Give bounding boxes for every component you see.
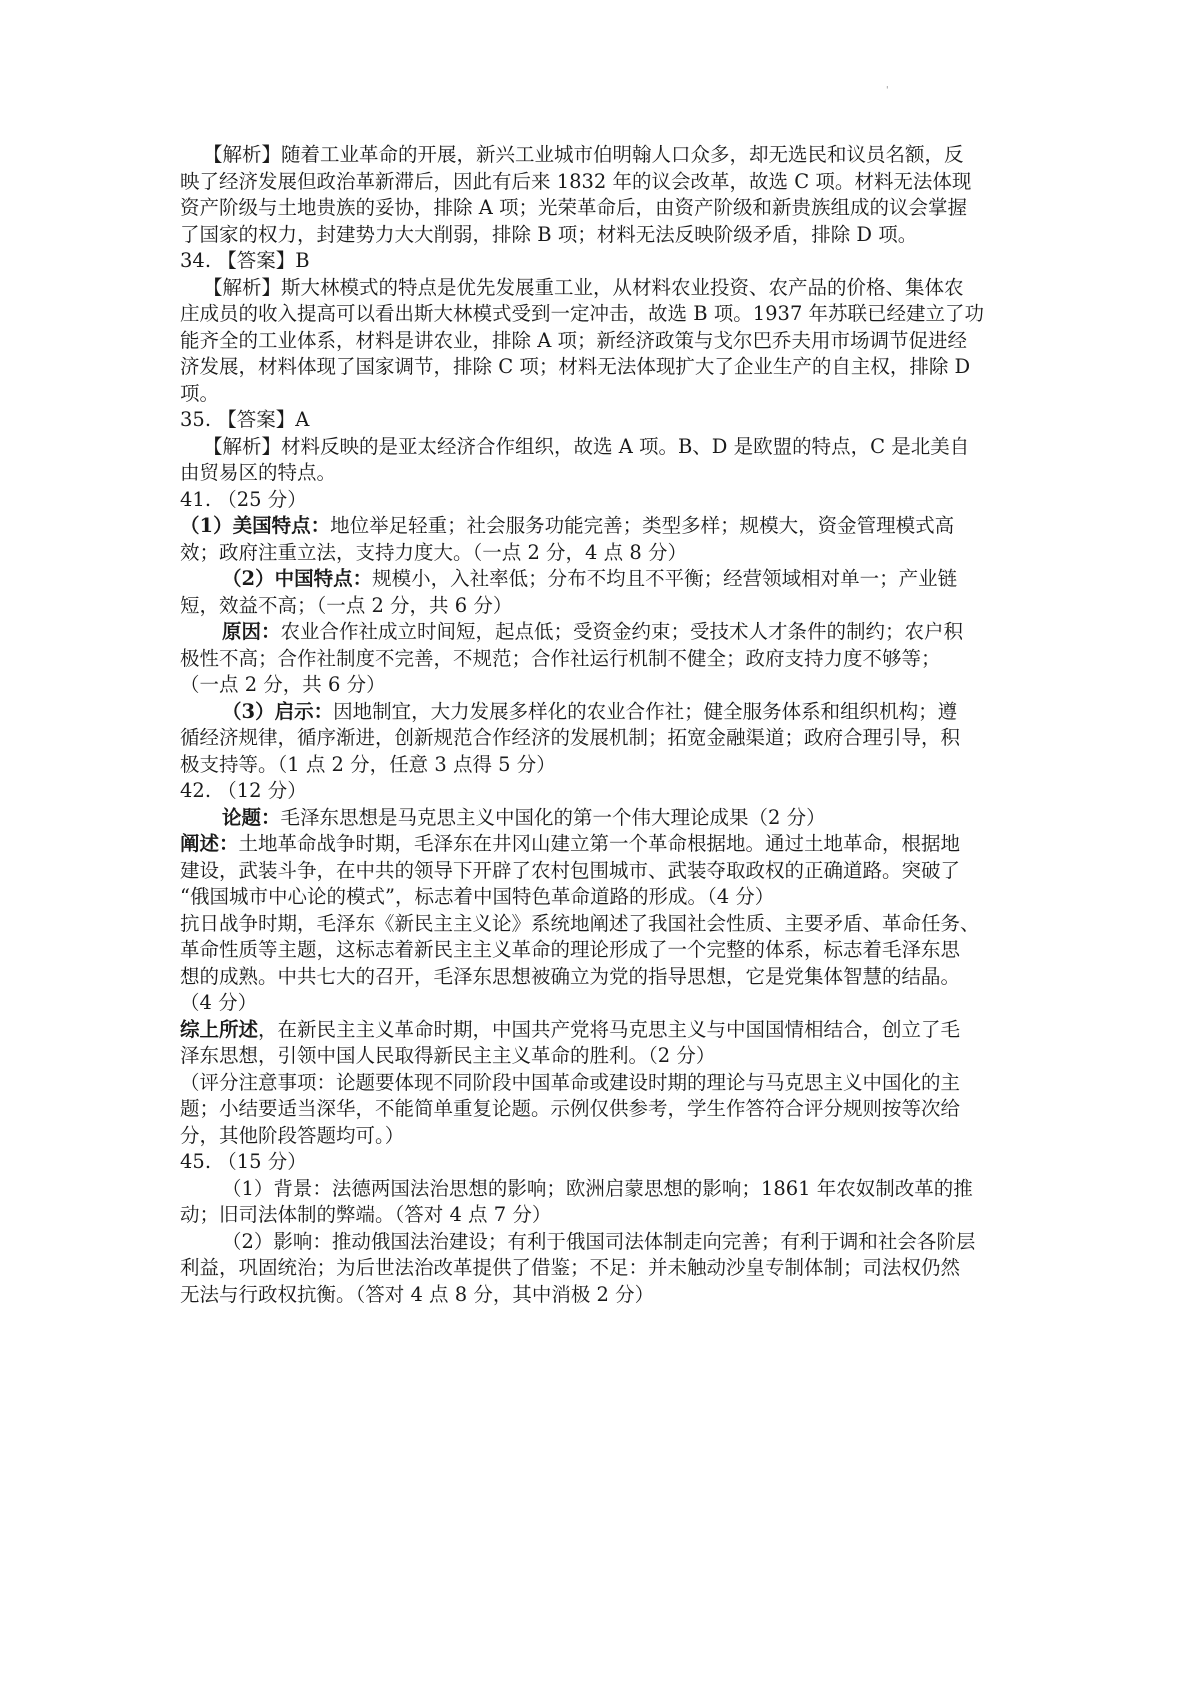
- text-line: [180, 778, 1040, 805]
- text-line: [180, 301, 1040, 328]
- line-text: （2）影响：推动俄国法治建设；有利于俄国司法体制走向完善；有利于调和社会各阶层: [222, 1229, 976, 1253]
- line-text: （1）背景：法德两国法治思想的影响；欧洲启蒙思想的影响；1861 年农奴制改革的推: [222, 1176, 973, 1200]
- line-text: 35. 【答案】A: [180, 408, 310, 431]
- line-text: （一点 2 分，共 6 分）: [180, 673, 386, 696]
- line-text: 能齐全的工业体系，材料是讲农业，排除 A 项；新经济政策与戈尔巴乔夫用市场调节促进经: [180, 328, 967, 352]
- line-text: 动；旧司法体制的弊端。（答对 4 点 7 分）: [180, 1203, 552, 1226]
- line-text: 45. （15 分）: [180, 1150, 307, 1173]
- line-text: 毛泽东思想是马克思主义中国化的第一个伟大理论成果（2 分）: [280, 805, 826, 829]
- line-text: 41. （25 分）: [180, 487, 307, 511]
- text-line: [180, 407, 1040, 434]
- text-line: [180, 513, 1040, 540]
- line-text: ，在新民主主义革命时期，中国共产党将马克思主义与中国国情相结合，创立了毛: [258, 1017, 961, 1041]
- text-line: [180, 222, 1040, 249]
- text-line: [180, 884, 1040, 911]
- bold-heading: （3）启示：: [222, 699, 334, 723]
- bold-heading: 原因：: [222, 620, 281, 643]
- line-text: 42. （12 分）: [180, 779, 307, 802]
- bold-heading: 阐述：: [180, 832, 239, 855]
- text-line: [180, 142, 1040, 169]
- line-text: 项。: [180, 381, 220, 405]
- line-text: 因地制宜，大力发展多样化的农业合作社；健全服务体系和组织机构；遵: [333, 699, 958, 723]
- line-text: 革命性质等主题，这标志着新民主主义革命的理论形成了一个完整的体系，标志着毛泽东思: [180, 938, 961, 961]
- line-text: 想的成熟。中共七大的召开，毛泽东思想被确立为党的指导思想，它是党集体智慧的结晶。: [180, 964, 961, 988]
- text-line: [180, 1096, 1040, 1123]
- line-text: 规模小，入社率低；分布不均且不平衡；经营领域相对单一；产业链: [372, 567, 958, 590]
- text-line: [180, 593, 1040, 620]
- line-text: 地位举足轻重；社会服务功能完善；类型多样；规模大，资金管理模式高: [330, 514, 955, 537]
- line-text: 庄成员的收入提高可以看出斯大林模式受到一定冲击，故选 B 项。1937 年苏联已经建立了功: [180, 302, 985, 325]
- line-text: 短，效益不高；（一点 2 分，共 6 分）: [180, 593, 513, 617]
- text-line: [180, 328, 1040, 355]
- line-text: 【解析】材料反映的是亚太经济合作组织，故选 A 项。B、D 是欧盟的特点，C 是北美自: [203, 434, 970, 458]
- text-line: [180, 195, 1040, 222]
- line-text: 泽东思想，引领中国人民取得新民主主义革命的胜利。（2 分）: [180, 1044, 716, 1067]
- line-text: 题；小结要适当深华，不能简单重复论题。示例仅供参考，学生作答符合评分规则按等次给: [180, 1097, 961, 1120]
- corner-mark: ': [886, 86, 889, 96]
- text-line: [180, 248, 1040, 275]
- line-text: 济发展，材料体现了国家调节，排除 C 项；材料无法体现扩大了企业生产的自主权，排除 D: [180, 355, 971, 378]
- text-line: [180, 1043, 1040, 1070]
- text-line: [180, 1149, 1040, 1176]
- text-line: [180, 169, 1040, 196]
- line-text: 由贸易区的特点。: [180, 461, 337, 484]
- text-line: [180, 752, 1040, 779]
- text-line: [180, 964, 1040, 991]
- line-text: 无法与行政权抗衡。（答对 4 点 8 分，其中消极 2 分）: [180, 1282, 655, 1306]
- text-line: [180, 275, 1040, 302]
- text-line: [180, 1202, 1040, 1229]
- line-text: 循经济规律，循序渐进，创新规范合作经济的发展机制；拓宽金融渠道；政府合理引导，积: [180, 726, 961, 749]
- bold-heading: 综上所述: [180, 1017, 259, 1041]
- line-text: 农业合作社成立时间短，起点低；受资金约束；受技术人才条件的制约；农户积: [280, 620, 964, 643]
- text-line: [180, 381, 1040, 408]
- line-text: 利益，巩固统治；为后世法治改革提供了借鉴；不足：并未触动沙皇专制体制；司法权仍然: [180, 1256, 961, 1279]
- text-line: [180, 1017, 1040, 1044]
- line-text: 了国家的权力，封建势力大大削弱，排除 B 项；材料无法反映阶级矛盾，排除 D 项。: [180, 222, 918, 246]
- line-text: 分，其他阶段答题均可。）: [180, 1123, 405, 1147]
- text-line: [180, 1176, 1040, 1203]
- line-text: “俄国城市中心论的模式”，标志着中国特色革命道路的形成。（4 分）: [180, 885, 775, 908]
- line-text: 34. 【答案】B: [180, 249, 310, 272]
- line-text: 效；政府注重立法，支持力度大。（一点 2 分，4 点 8 分）: [180, 540, 687, 564]
- text-line: [180, 1070, 1040, 1097]
- text-line: [180, 1282, 1040, 1309]
- bold-heading: 论题：: [222, 805, 281, 829]
- text-line: [180, 354, 1040, 381]
- text-line: [180, 699, 1040, 726]
- line-text: 抗日战争时期，毛泽东《新民主主义论》系统地阐述了我国社会性质、主要矛盾、革命任务、: [180, 911, 980, 935]
- text-line: [180, 805, 1040, 832]
- text-line: [180, 460, 1040, 487]
- text-line: [180, 619, 1040, 646]
- text-line: [180, 911, 1040, 938]
- text-line: [180, 566, 1040, 593]
- text-line: [180, 990, 1040, 1017]
- line-text: 极支持等。（1 点 2 分，任意 3 点得 5 分）: [180, 752, 556, 776]
- text-line: [180, 540, 1040, 567]
- line-text: 建设，武装斗争，在中共的领导下开辟了农村包围城市、武装夺取政权的正确道路。突破了: [180, 858, 961, 882]
- answer-key-text: [180, 142, 1040, 1308]
- line-text: 资产阶级与土地贵族的妥协，排除 A 项；光荣革命后，由资产阶级和新贵族组成的议会掌握: [180, 196, 967, 219]
- text-line: [180, 1229, 1040, 1256]
- line-text: 土地革命战争时期，毛泽东在井冈山建立第一个革命根据地。通过土地革命，根据地: [238, 832, 961, 855]
- text-line: [180, 858, 1040, 885]
- text-line: [180, 1255, 1040, 1282]
- text-line: [180, 646, 1040, 673]
- bold-heading: （1）美国特点：: [180, 514, 331, 537]
- text-line: [180, 1123, 1040, 1150]
- text-line: [180, 487, 1040, 514]
- text-line: [180, 672, 1040, 699]
- text-line: [180, 725, 1040, 752]
- text-line: [180, 831, 1040, 858]
- line-text: 【解析】随着工业革命的开展，新兴工业城市伯明翰人口众多，却无选民和议员名额，反: [203, 143, 964, 166]
- text-line: [180, 937, 1040, 964]
- line-text: 极性不高；合作社制度不完善，不规范；合作社运行机制不健全；政府支持力度不够等；: [180, 646, 941, 670]
- line-text: 【解析】斯大林模式的特点是优先发展重工业，从材料农业投资、农产品的价格、集体农: [203, 275, 964, 299]
- line-text: （评分注意事项：论题要体现不同阶段中国革命或建设时期的理论与马克思主义中国化的主: [180, 1070, 961, 1094]
- line-text: 映了经济发展但政治革新滞后，因此有后来 1832 年的议会改革，故选 C 项。材料无法体现: [180, 169, 972, 193]
- line-text: （4 分）: [180, 991, 258, 1014]
- text-line: [180, 434, 1040, 461]
- bold-heading: （2）中国特点：: [222, 567, 373, 590]
